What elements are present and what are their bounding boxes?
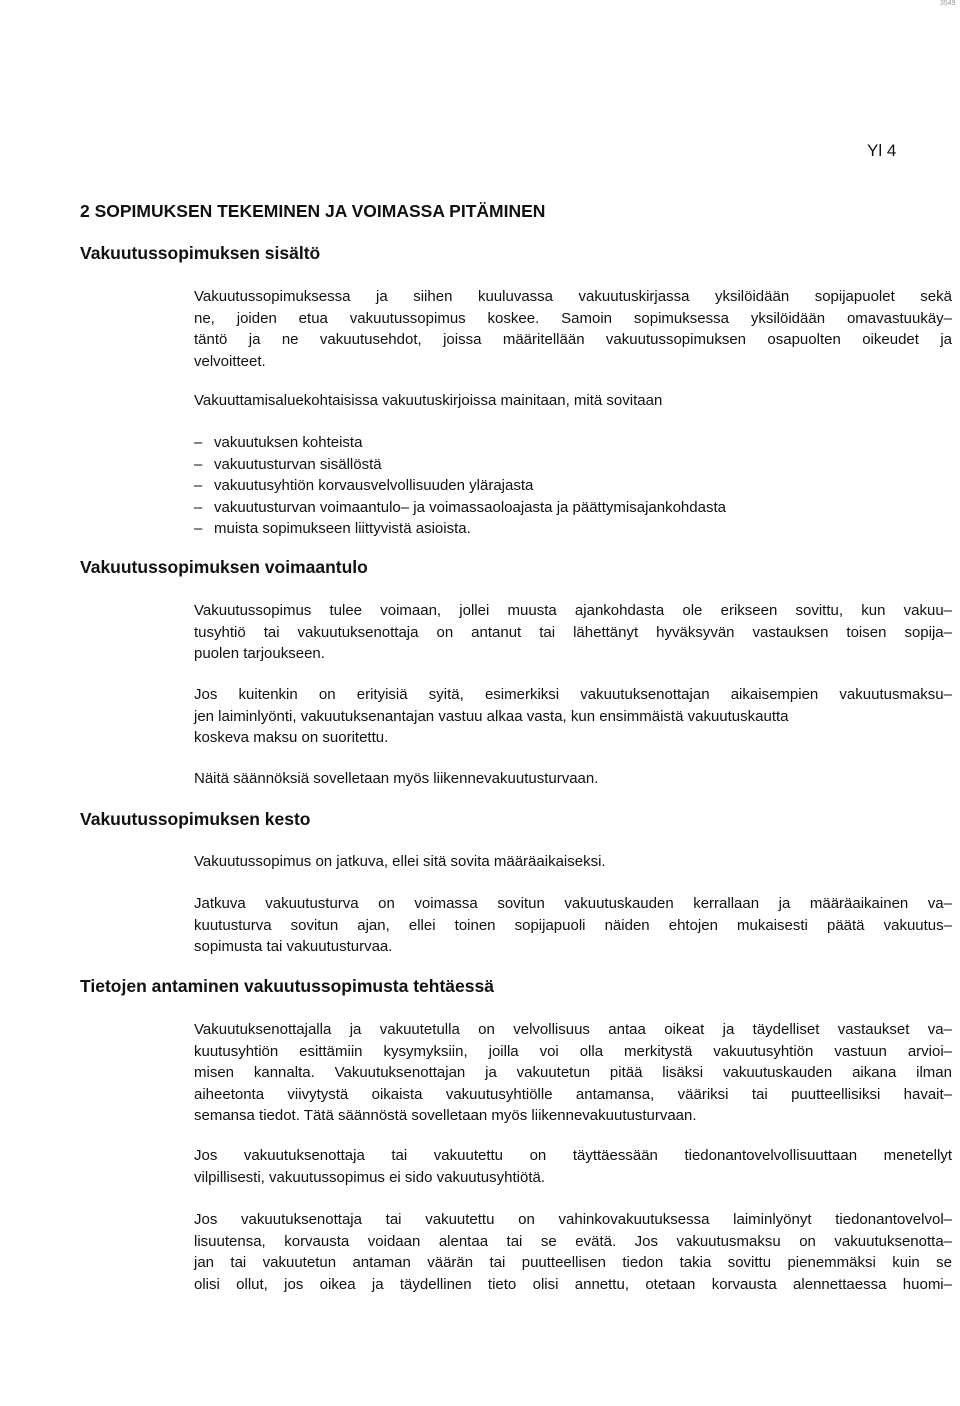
text-line: misen kannalta. Vakuutuksenottajan ja vakuutetun pitää lisäksi vakuutuskauden aikana ilman bbox=[194, 1064, 952, 1081]
dash-bullet: – bbox=[194, 498, 203, 516]
page-number: Yl 4 bbox=[867, 141, 897, 160]
list-item bbox=[194, 497, 726, 519]
text-line: Vakuutussopimus tulee voimaan, jollei muusta ajankohdasta ole erikseen sovittu, kun vakuu– bbox=[194, 602, 952, 619]
text-line: Näitä säännöksiä sovelletaan myös liikennevakuutusturvaan. bbox=[194, 770, 599, 787]
text-line: Vakuuttamisaluekohtaisissa vakuutuskirjoissa mainitaan, mitä sovitaan bbox=[194, 392, 663, 409]
text-line: vilpillisesti, vakuutussopimus ei sido vakuutusyhtiötä. bbox=[194, 1168, 545, 1186]
paragraph-negligent-disclosure bbox=[194, 1209, 952, 1295]
dash-bullet: – bbox=[194, 477, 203, 494]
list-item bbox=[194, 454, 726, 476]
dash-bullet: – bbox=[194, 434, 203, 451]
text-line: puolen tarjoukseen. bbox=[194, 645, 325, 662]
list-item-text: vakuutusturvan sisällöstä bbox=[214, 455, 382, 473]
list-item-text: vakuutuksen kohteista bbox=[214, 434, 363, 451]
document-id-mark: 3549 bbox=[940, 0, 956, 7]
section-heading-contents: Vakuutussopimuksen sisältö bbox=[80, 243, 321, 263]
paragraph-continuous-contract bbox=[194, 851, 952, 873]
list-item bbox=[194, 432, 726, 454]
list-item bbox=[194, 475, 726, 497]
section-heading-disclosure: Tietojen antaminen vakuutussopimusta tehtäessä bbox=[80, 976, 494, 996]
list-item bbox=[194, 518, 726, 540]
text-line: Jos kuitenkin on erityisiä syitä, esimerkiksi vakuutuksenottajan aikaisempien vakuutusmaksu– bbox=[194, 686, 952, 703]
text-line: ne, joiden etua vakuutussopimus koskee. Samoin sopimuksessa yksilöidään omavastuukäy– bbox=[194, 309, 952, 327]
text-line: aiheetonta viivytystä oikaista vakuutusyhtiölle antamansa, vääriksi tai puutteellisiksi havait– bbox=[194, 1085, 952, 1103]
text-line: jan tai vakuutetun antaman väärän tai puutteellisen tiedon takia sovittu pienemmäksi kuin se bbox=[194, 1254, 952, 1271]
text-line: Jos vakuutuksenottaja tai vakuutettu on vahinkovakuutuksessa laiminlyönyt tiedonantovelvol– bbox=[194, 1211, 952, 1228]
dash-bullet: – bbox=[194, 455, 203, 473]
section-heading-entry-into-force: Vakuutussopimuksen voimaantulo bbox=[80, 557, 368, 577]
paragraph-traffic-insurance-note bbox=[194, 768, 952, 790]
paragraph-coverage-period bbox=[194, 893, 952, 958]
text-line: lisuutensa, korvausta voidaan alentaa tai se evätä. Jos vakuutusmaksu on vakuutuksenotta– bbox=[194, 1232, 952, 1250]
list-item-text: vakuutusyhtiön korvausvelvollisuuden ylärajasta bbox=[214, 477, 534, 494]
paragraph-disclosure-duty bbox=[194, 1019, 952, 1127]
text-line: Jatkuva vakuutusturva on voimassa sovitun vakuutuskauden kerrallaan ja määräaikainen va– bbox=[194, 895, 952, 912]
text-line: kuutusyhtiön esittämiin kysymyksiin, joilla voi olla merkitystä vakuutusyhtiön vastuun arvioi– bbox=[194, 1042, 952, 1060]
text-line: koskeva maksu on suoritettu. bbox=[194, 729, 389, 746]
text-line: semansa tiedot. Tätä säännöstä sovelletaan myös liikennevakuutusturvaan. bbox=[194, 1107, 697, 1124]
text-line: tusyhtiö tai vakuutuksenottaja on antanut tai lähettänyt hyväksyvän vastauksen toisen sopija– bbox=[194, 623, 952, 641]
paragraph-policy-specifies bbox=[194, 390, 952, 412]
text-line: täntö ja ne vakuutusehdot, joissa määritellään vakuutussopimuksen osapuolten oikeudet ja bbox=[194, 331, 952, 348]
text-line: Vakuutussopimuksessa ja siihen kuuluvassa vakuutuskirjassa yksilöidään sopijapuolet sekä bbox=[194, 288, 952, 305]
section-heading-duration: Vakuutussopimuksen kesto bbox=[80, 809, 311, 829]
dash-bullet: – bbox=[194, 520, 203, 537]
chapter-title: 2 SOPIMUKSEN TEKEMINEN JA VOIMASSA PITÄMINEN bbox=[80, 201, 546, 221]
paragraph-contract-contents bbox=[194, 286, 952, 372]
paragraph-special-reasons bbox=[194, 684, 952, 749]
text-line: Vakuutussopimus on jatkuva, ellei sitä sovita määräaikaiseksi. bbox=[194, 853, 606, 870]
paragraph-fraudulent-disclosure bbox=[194, 1145, 952, 1188]
text-line: Jos vakuutuksenottaja tai vakuutettu on täyttäessään tiedonantovelvollisuuttaan menetellyt bbox=[194, 1147, 952, 1164]
list-item-text: vakuutusturvan voimaantulo– ja voimassaoloajasta ja päättymisajankohdasta bbox=[214, 498, 726, 516]
text-line: jen laiminlyönti, vakuutuksenantajan vastuu alkaa vasta, kun ensimmäistä vakuutuskautta bbox=[194, 707, 789, 725]
text-line: sopimusta tai vakuutusturvaa. bbox=[194, 938, 393, 955]
list-item-text: muista sopimukseen liittyvistä asioista. bbox=[214, 520, 471, 537]
agreed-items-list bbox=[194, 432, 726, 540]
text-line: kuutusturva sovitun ajan, ellei toinen sopijapuoli näiden ehtojen mukaisesti päätä vakuutus– bbox=[194, 916, 952, 934]
text-line: Vakuutuksenottajalla ja vakuutetulla on velvollisuus antaa oikeat ja täydelliset vastaukset va– bbox=[194, 1021, 952, 1038]
text-line: olisi ollut, jos oikea ja täydellinen tieto olisi annettu, otetaan korvausta alennettaessa huomi– bbox=[194, 1275, 952, 1293]
text-line: velvoitteet. bbox=[194, 352, 266, 370]
paragraph-entry-into-force bbox=[194, 600, 952, 665]
